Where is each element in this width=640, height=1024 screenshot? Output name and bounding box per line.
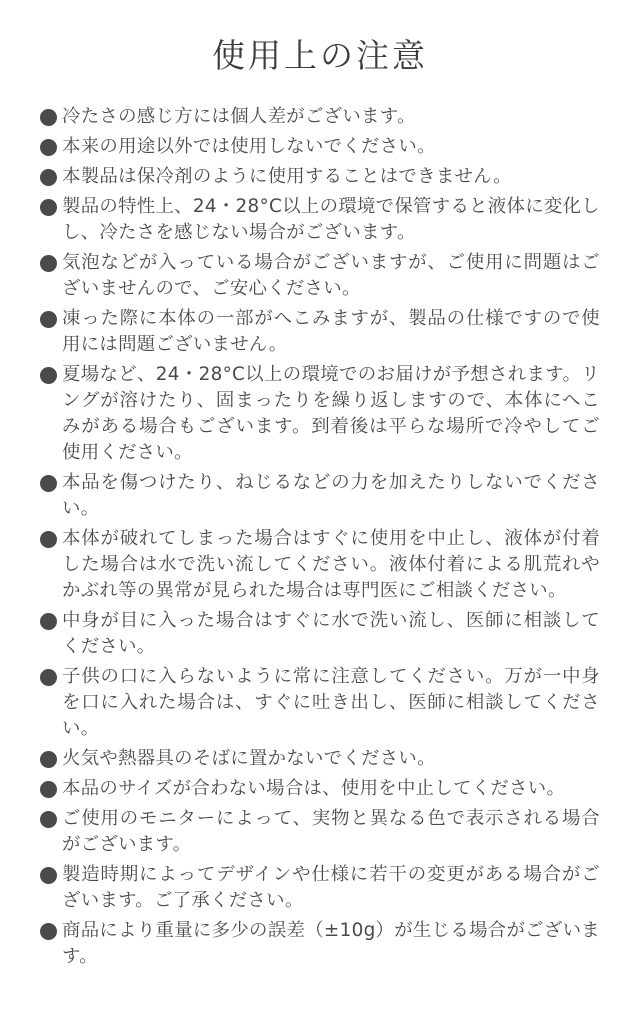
bullet-icon <box>40 109 57 126</box>
note-text: 火気や熱器具のそばに置かないでください。 <box>62 748 436 769</box>
list-item <box>40 746 600 772</box>
list-item <box>40 918 600 970</box>
note-text: 本製品は保冷剤のように使用することはできません。 <box>62 166 512 187</box>
list-item <box>40 104 600 130</box>
bullet-icon <box>40 751 57 768</box>
note-text: 商品により重量に多少の誤差（±10g）が生じる場合がございます。 <box>62 920 600 967</box>
list-item <box>40 134 600 160</box>
bullet-icon <box>40 475 57 492</box>
list-item <box>40 664 600 742</box>
list-item <box>40 608 600 660</box>
precautions-list <box>40 104 600 970</box>
bullet-icon <box>40 367 57 384</box>
bullet-icon <box>40 923 57 940</box>
list-item <box>40 194 600 246</box>
bullet-icon <box>40 867 57 884</box>
list-item <box>40 164 600 190</box>
bullet-icon <box>40 311 57 328</box>
list-item <box>40 306 600 358</box>
bullet-icon <box>40 811 57 828</box>
note-text: 気泡などが入っている場合がございますが、ご使用に問題はございませんので、ご安心ください。 <box>62 252 600 299</box>
bullet-icon <box>40 255 57 272</box>
bullet-icon <box>40 613 57 630</box>
list-item <box>40 862 600 914</box>
list-item <box>40 470 600 522</box>
note-text: 子供の口に入らないように常に注意してください。万が一中身を口に入れた場合は、すぐに吐き出し、医師に相談してください。 <box>62 666 600 739</box>
bullet-icon <box>40 199 57 216</box>
bullet-icon <box>40 139 57 156</box>
list-item <box>40 250 600 302</box>
list-item <box>40 362 600 466</box>
bullet-icon <box>40 169 57 186</box>
note-text: 夏場など、24・28°C以上の環境でのお届けが予想されます。リングが溶けたり、固まったりを繰り返しますので、本体にへこみがある場合もございます。到着後は平らな場所で冷やしてご使用ください。 <box>62 364 600 463</box>
note-text: 中身が目に入った場合はすぐに水で洗い流し、医師に相談してください。 <box>62 610 600 657</box>
note-text: 本体が破れてしまった場合はすぐに使用を中止し、液体が付着した場合は水で洗い流してください。液体付着による肌荒れやかぶれ等の異常が見られた場合は専門医にご相談ください。 <box>62 528 600 601</box>
note-text: 本来の用途以外では使用しないでください。 <box>62 136 436 157</box>
bullet-icon <box>40 669 57 686</box>
note-text: ご使用のモニターによって、実物と異なる色で表示される場合がございます。 <box>62 808 600 855</box>
note-text: 凍った際に本体の一部がへこみますが、製品の仕様ですので使用には問題ございません。 <box>62 308 600 355</box>
note-text: 本品を傷つけたり、ねじるなどの力を加えたりしないでください。 <box>62 472 600 519</box>
note-text: 本品のサイズが合わない場合は、使用を中止してください。 <box>62 778 566 799</box>
list-item <box>40 776 600 802</box>
note-text: 製品の特性上、24・28°C以上の環境で保管すると液体に変化しし、冷たさを感じない場合がございます。 <box>62 196 600 243</box>
note-text: 製造時期によってデザインや仕様に若干の変更がある場合がございます。ご了承ください。 <box>62 864 600 911</box>
list-item <box>40 526 600 604</box>
bullet-icon <box>40 781 57 798</box>
note-text: 冷たさの感じ方には個人差がございます。 <box>62 106 416 127</box>
bullet-icon <box>40 531 57 548</box>
page-title: 使用上の注意 <box>212 36 428 75</box>
list-item <box>40 806 600 858</box>
